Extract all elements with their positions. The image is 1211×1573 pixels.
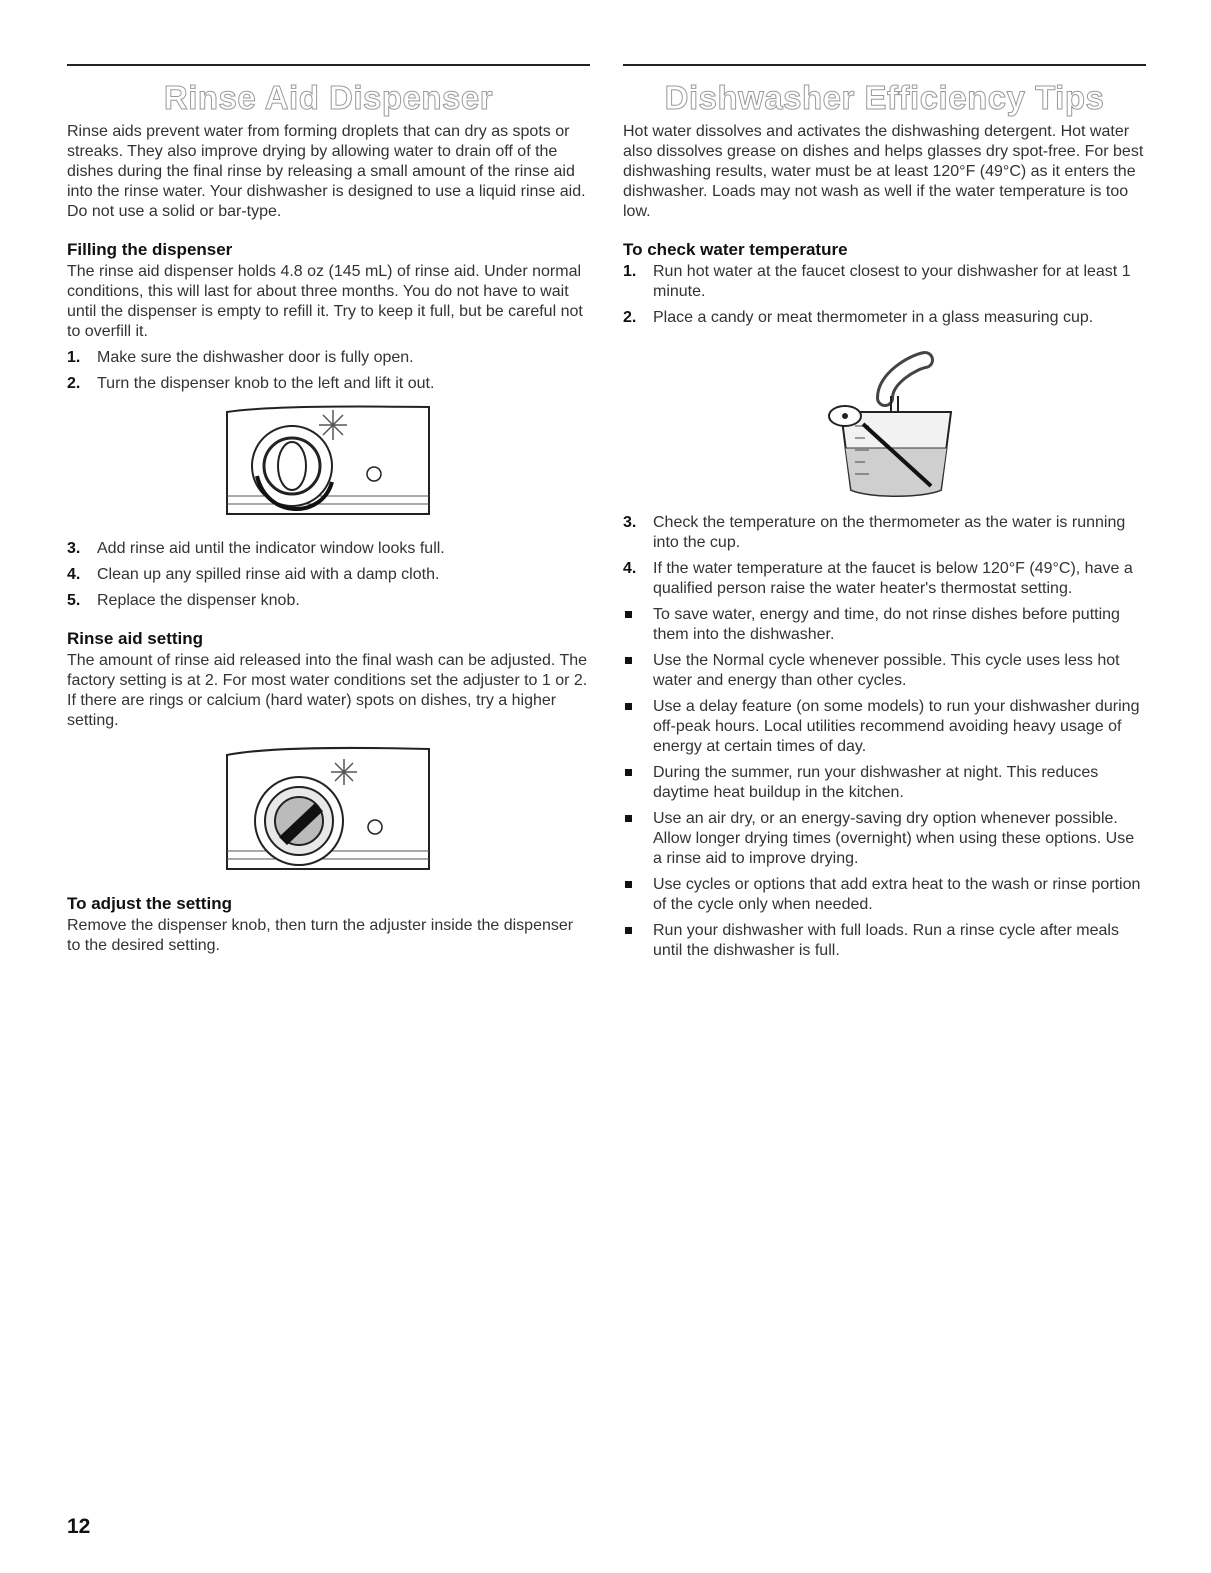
tip-text: Use cycles or options that add extra heat to the wash or rinse portion of the cycle only when needed. xyxy=(653,876,1141,913)
section-divider xyxy=(623,64,1146,66)
step-text: Turn the dispenser knob to the left and lift it out. xyxy=(97,375,435,392)
step-item xyxy=(67,348,590,368)
check-steps-b xyxy=(623,513,1146,599)
section-title-rinse-aid: Rinse Aid Dispenser xyxy=(163,79,494,116)
adjust-setting-text: Remove the dispenser knob, then turn the adjuster inside the dispenser to the desired setting. xyxy=(67,917,574,954)
step-item xyxy=(67,374,590,394)
dispenser-knob-illustration xyxy=(67,404,590,531)
square-bullet-icon xyxy=(625,657,632,664)
step-number: 4. xyxy=(623,560,637,577)
filling-text: The rinse aid dispenser holds 4.8 oz (145 mL) of rinse aid. Under normal conditions, this will last for about three months. You do not have to wait until the dispenser is empty to refill it. Try to keep it full, but be careful not to overfill it. xyxy=(67,263,583,340)
adjuster-dial-illustration xyxy=(67,741,590,886)
step-text: Make sure the dishwasher door is fully open. xyxy=(97,349,414,366)
step-item xyxy=(623,308,1146,328)
adjust-setting-heading: To adjust the setting xyxy=(67,894,232,913)
measuring-cup-thermometer-illustration xyxy=(623,338,1146,505)
step-text: Clean up any spilled rinse aid with a damp cloth. xyxy=(97,566,440,583)
step-text: Run hot water at the faucet closest to your dishwasher for at least 1 minute. xyxy=(653,263,1131,300)
page-number: 12 xyxy=(67,1515,91,1538)
step-number: 4. xyxy=(67,566,81,583)
efficiency-intro: Hot water dissolves and activates the dishwashing detergent. Hot water also dissolves grease on dishes and helps glasses dry spot-free. For best dishwashing results, water must be at least 120°F (49°C) as it enters the dishwasher. Loads may not wash as well if the water temperature is too low. xyxy=(623,123,1144,220)
right-column xyxy=(623,64,1146,967)
step-text: If the water temperature at the faucet is below 120°F (49°C), have a qualified person raise the water heater's thermostat setting. xyxy=(653,560,1133,597)
square-bullet-icon xyxy=(625,703,632,710)
step-number: 5. xyxy=(67,592,81,609)
efficiency-tips-list xyxy=(623,605,1146,961)
tip-text: Use a delay feature (on some models) to run your dishwasher during off-peak hours. Local utilities recommend avoiding heavy usage of energy at certain times of day. xyxy=(653,698,1140,755)
section-title-efficiency-tips: Dishwasher Efficiency Tips xyxy=(664,79,1105,116)
tip-item xyxy=(623,875,1146,915)
tip-item xyxy=(623,651,1146,691)
step-item xyxy=(67,565,590,585)
step-text: Place a candy or meat thermometer in a glass measuring cup. xyxy=(653,309,1094,326)
tip-item xyxy=(623,763,1146,803)
tip-item xyxy=(623,697,1146,757)
tip-text: Run your dishwasher with full loads. Run a rinse cycle after meals until the dishwasher is full. xyxy=(653,922,1119,959)
square-bullet-icon xyxy=(625,815,632,822)
step-item xyxy=(623,513,1146,553)
step-item xyxy=(623,262,1146,302)
step-number: 1. xyxy=(67,349,81,366)
filling-steps-b xyxy=(67,539,590,611)
step-text: Check the temperature on the thermometer as the water is running into the cup. xyxy=(653,514,1126,551)
check-steps-a xyxy=(623,262,1146,328)
filling-heading: Filling the dispenser xyxy=(67,240,233,259)
square-bullet-icon xyxy=(625,927,632,934)
tip-text: Use an air dry, or an energy-saving dry option whenever possible. Allow longer drying times (overnight) when using these options. Use a rinse aid to improve drying. xyxy=(653,810,1135,867)
step-number: 2. xyxy=(623,309,637,326)
square-bullet-icon xyxy=(625,769,632,776)
tip-text: During the summer, run your dishwasher at night. This reduces daytime heat buildup in the kitchen. xyxy=(653,764,1099,801)
tip-text: To save water, energy and time, do not rinse dishes before putting them into the dishwasher. xyxy=(653,606,1120,643)
step-item xyxy=(67,591,590,611)
tip-item xyxy=(623,605,1146,645)
square-bullet-icon xyxy=(625,881,632,888)
step-number: 2. xyxy=(67,375,81,392)
rinse-aid-intro: Rinse aids prevent water from forming droplets that can dry as spots or streaks. They also improve drying by allowing water to drain off of the dishes during the final rinse by releasing a small amount of the rinse aid into the rinse water. Your dishwasher is designed to use a liquid rinse aid. Do not use a solid or bar-type. xyxy=(67,123,586,220)
tip-text: Use the Normal cycle whenever possible. This cycle uses less hot water and energy than other cycles. xyxy=(653,652,1120,689)
tip-item xyxy=(623,921,1146,961)
section-divider xyxy=(67,64,590,66)
step-text: Replace the dispenser knob. xyxy=(97,592,300,609)
filling-steps-a xyxy=(67,348,590,394)
step-text: Add rinse aid until the indicator window looks full. xyxy=(97,540,445,557)
step-number: 3. xyxy=(623,514,637,531)
step-number: 1. xyxy=(623,263,637,280)
check-temperature-heading: To check water temperature xyxy=(623,240,848,259)
left-column xyxy=(67,64,590,956)
rinse-aid-setting-text: The amount of rinse aid released into the final wash can be adjusted. The factory setting is at 2. For most water conditions set the adjuster to 1 or 2. If there are rings or calcium (hard water) spots on dishes, try a higher setting. xyxy=(67,652,588,729)
step-item xyxy=(67,539,590,559)
square-bullet-icon xyxy=(625,611,632,618)
step-number: 3. xyxy=(67,540,81,557)
step-item xyxy=(623,559,1146,599)
rinse-aid-setting-heading: Rinse aid setting xyxy=(67,629,204,648)
tip-item xyxy=(623,809,1146,869)
